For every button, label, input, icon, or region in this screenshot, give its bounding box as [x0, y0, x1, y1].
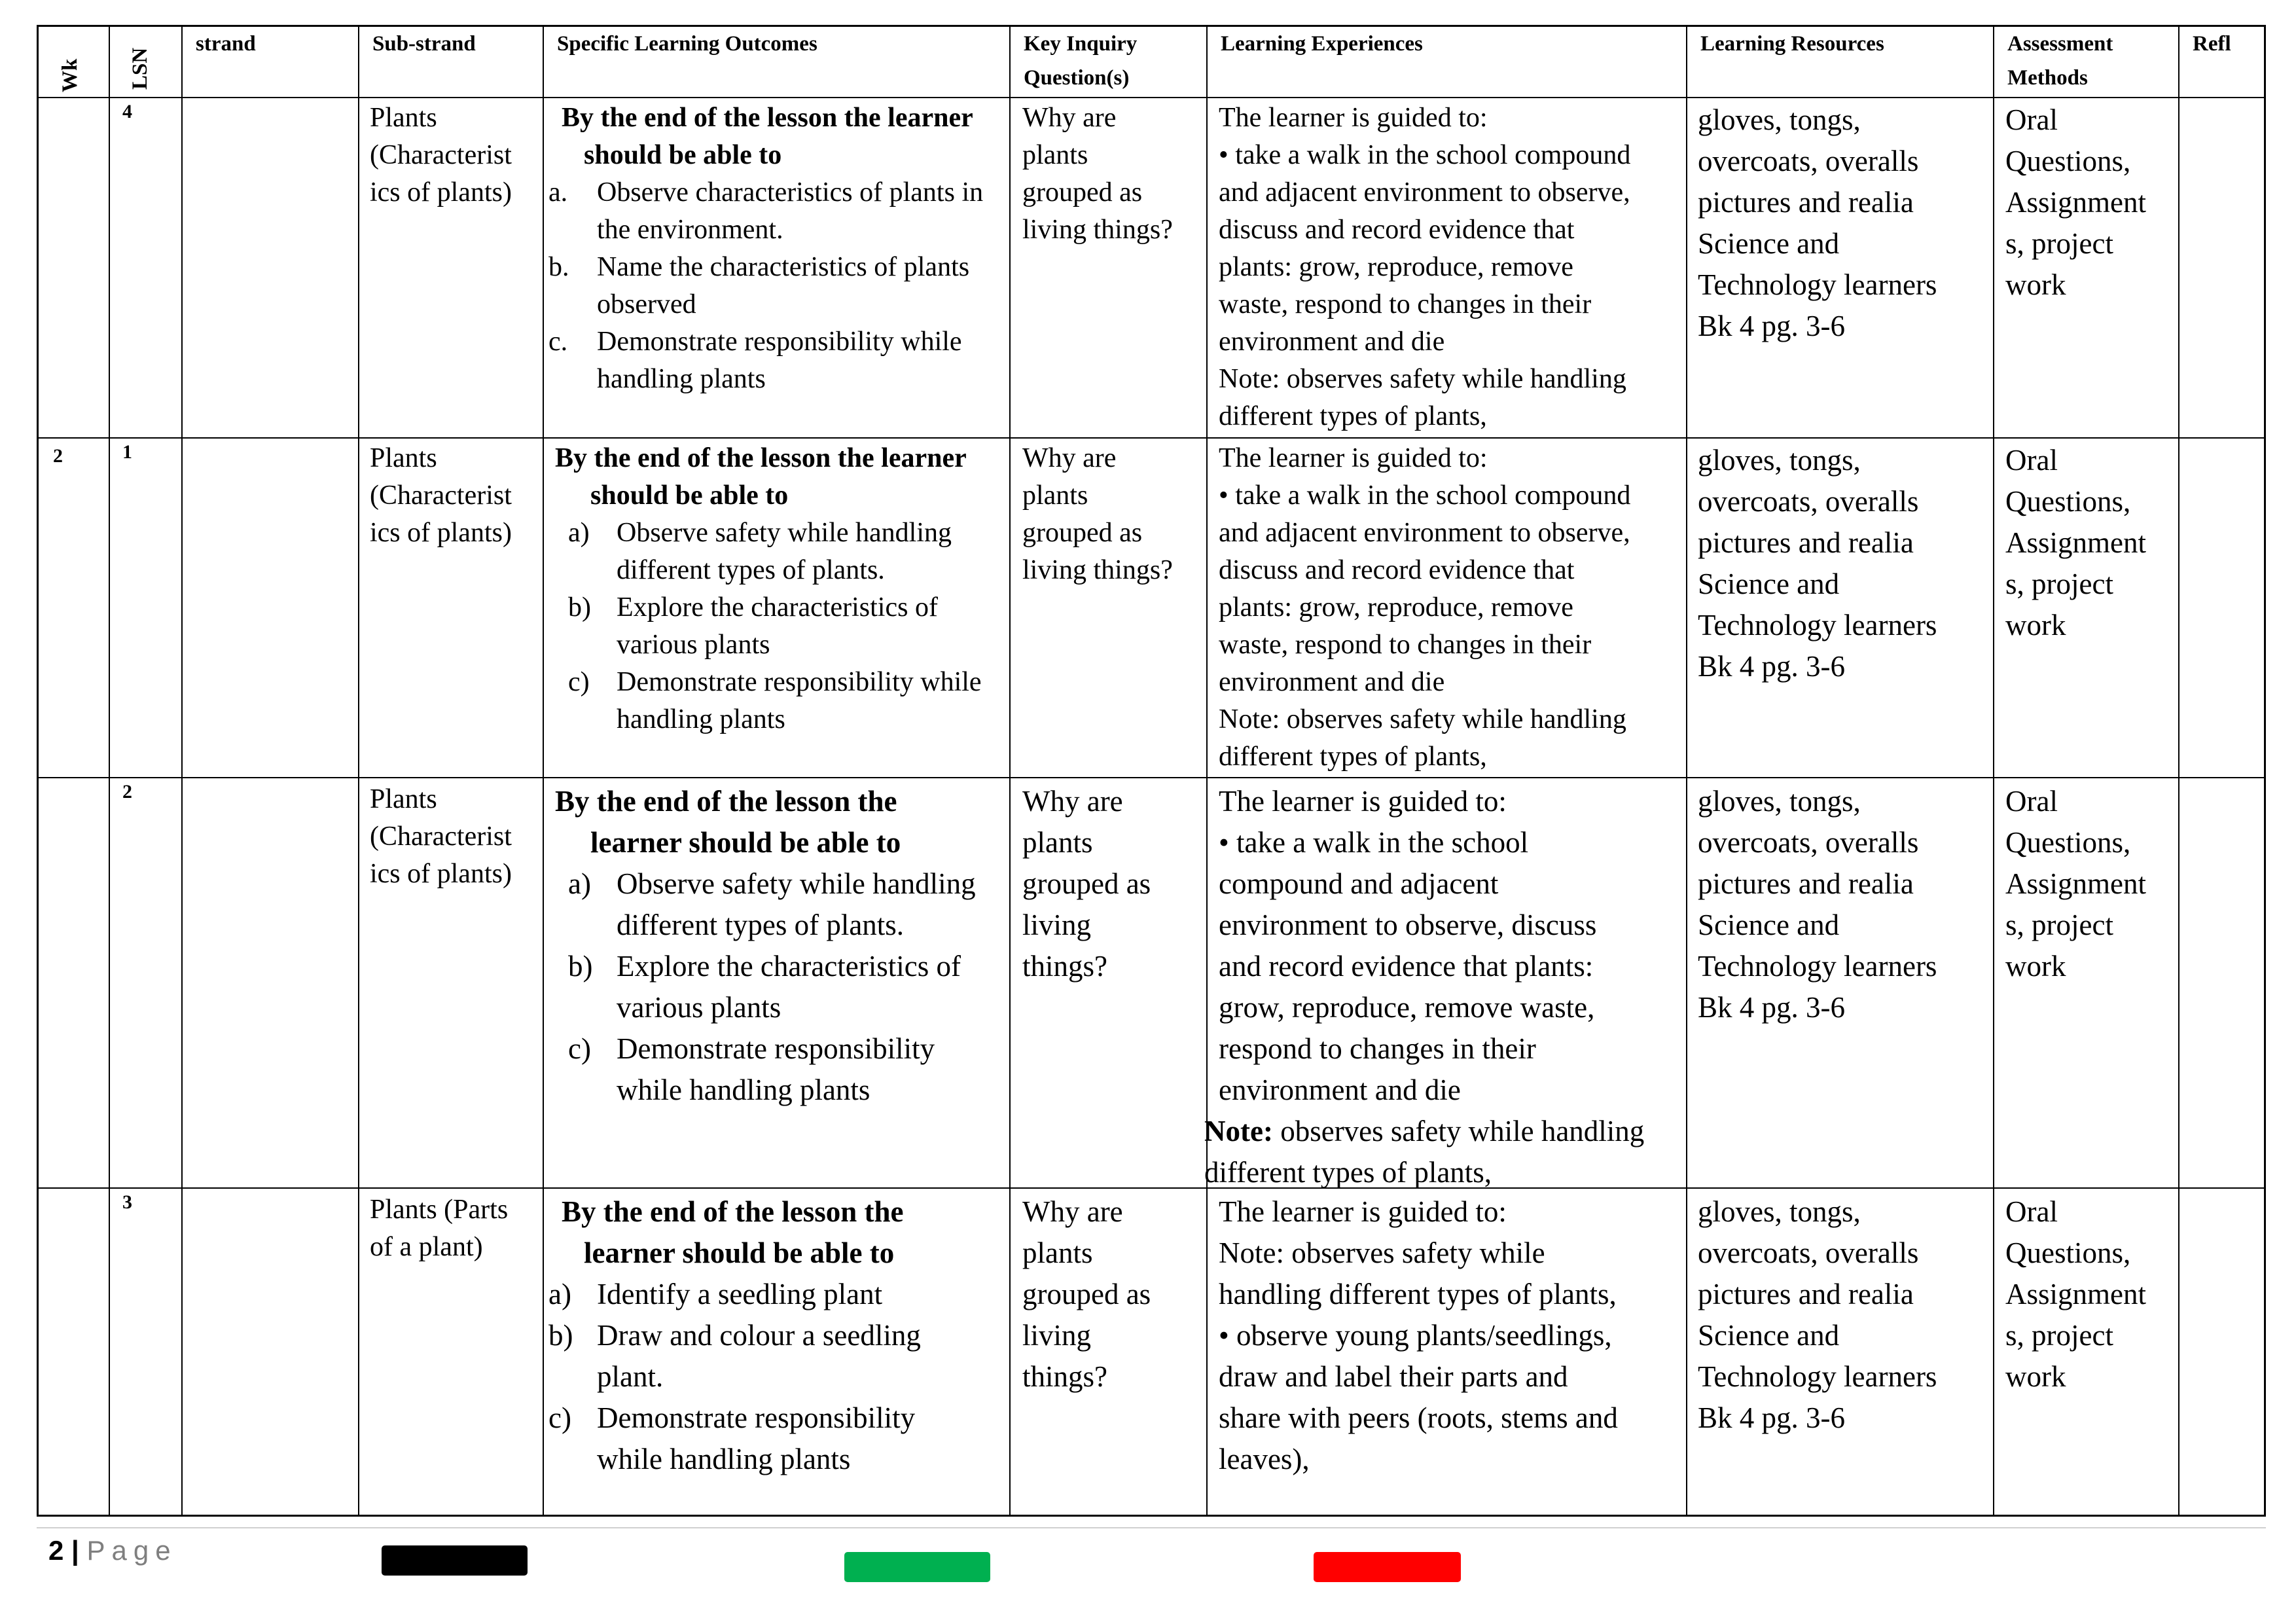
header-row	[39, 27, 2264, 97]
note-label: Note:	[1204, 1115, 1273, 1147]
resource-line: gloves, tongs,	[1698, 103, 1861, 136]
outcome-line: Demonstrate responsibility	[597, 1401, 916, 1434]
header-kiq-line2: Question(s)	[1024, 66, 1130, 90]
assessment-line: Questions,	[2005, 485, 2131, 518]
experience-line: Note: observes safety while handling	[1219, 364, 1626, 394]
inquiry-line: Why are	[1022, 785, 1123, 818]
resource-line: pictures and realia	[1698, 526, 1914, 559]
resource-line: pictures and realia	[1698, 867, 1914, 900]
substrand-line: ics of plants)	[370, 518, 512, 548]
resource-line: Technology learners	[1698, 1360, 1937, 1393]
inquiry-line: grouped as	[1022, 177, 1143, 208]
outcomes-intro-line: By the end of the lesson the	[555, 785, 897, 818]
assessment-line: work	[2005, 609, 2066, 641]
experience-line: discuss and record evidence that	[1219, 215, 1575, 245]
assessment-line: s, project	[2005, 227, 2113, 260]
resource-line: overcoats, overalls	[1698, 145, 1919, 177]
resource-line: Bk 4 pg. 3-6	[1698, 310, 1845, 342]
experience-line: Note: observes safety while handling	[1219, 704, 1626, 734]
assessment-line: work	[2005, 1360, 2066, 1393]
header-wk: Wk	[58, 58, 82, 92]
learning-outcomes-cell	[555, 781, 1013, 1111]
lesson-number: 1	[122, 441, 132, 463]
assessment-line: Assignment	[2005, 526, 2147, 559]
assessment-line: Oral	[2005, 103, 2058, 136]
assessment-methods-cell	[2005, 781, 2177, 987]
inquiry-line: living things?	[1022, 215, 1173, 245]
outcome-line: while handling plants	[617, 1074, 870, 1106]
substrand-line: ics of plants)	[370, 177, 512, 208]
inquiry-line: plants	[1022, 826, 1093, 859]
resource-line: gloves, tongs,	[1698, 444, 1861, 477]
outcome-line: while handling plants	[597, 1443, 851, 1475]
assessment-line: Oral	[2005, 785, 2058, 818]
assessment-line: Oral	[2005, 1195, 2058, 1228]
assessment-line: Assignment	[2005, 1278, 2147, 1310]
inquiry-line: grouped as	[1022, 867, 1151, 900]
substrand-line: ics of plants)	[370, 859, 512, 889]
experience-line: The learner is guided to:	[1219, 1195, 1507, 1228]
outcome-line: various plants	[617, 630, 770, 660]
experience-line: and adjacent environment to observe,	[1219, 518, 1630, 548]
table-row	[39, 1187, 2264, 1519]
outcome-marker: b.	[548, 252, 569, 282]
resource-line: Technology learners	[1698, 950, 1937, 983]
outcomes-intro-line: should be able to	[590, 480, 789, 511]
experience-line: environment and die	[1219, 1074, 1461, 1106]
outcome-line: Observe characteristics of plants in	[597, 177, 984, 208]
experience-line: • observe young plants/seedlings,	[1219, 1319, 1612, 1352]
inquiry-line: grouped as	[1022, 1278, 1151, 1310]
outcome-line: various plants	[617, 991, 781, 1024]
outcome-marker: b)	[568, 950, 593, 983]
outcome-line: different types of plants.	[617, 555, 885, 585]
outcome-item	[555, 589, 1013, 664]
outcome-marker: b)	[568, 592, 591, 623]
resource-line: Bk 4 pg. 3-6	[1698, 1401, 1845, 1434]
experience-line: discuss and record evidence that	[1219, 555, 1575, 585]
outcome-marker: c.	[548, 327, 568, 357]
outcome-line: handling plants	[617, 704, 785, 734]
inquiry-question-cell	[1022, 440, 1206, 589]
experience-line: The learner is guided to:	[1219, 785, 1507, 818]
resource-line: Bk 4 pg. 3-6	[1698, 650, 1845, 683]
green-color-bar	[844, 1552, 990, 1582]
substrand-line: of a plant)	[370, 1232, 483, 1262]
page-footer	[48, 1535, 177, 1566]
learning-resources-cell	[1698, 781, 1992, 1028]
substrand-cell	[370, 781, 547, 893]
header-refl: Refl	[2193, 32, 2231, 56]
outcome-item	[555, 514, 1013, 589]
assessment-line: Assignment	[2005, 186, 2147, 219]
header-kiq-line1: Key Inquiry	[1024, 32, 1138, 56]
outcome-line: Demonstrate responsibility while	[597, 327, 962, 357]
outcomes-intro-line: By the end of the lesson the	[562, 1195, 904, 1228]
outcome-line: Explore the characteristics of	[617, 950, 961, 983]
outcome-item	[555, 664, 1013, 738]
outcome-line: Observe safety while handling	[617, 867, 976, 900]
assessment-methods-cell	[2005, 440, 2177, 646]
substrand-line: Plants	[370, 103, 437, 133]
assessment-line: s, project	[2005, 909, 2113, 941]
experience-line: and record evidence that plants:	[1219, 950, 1594, 983]
experience-line: respond to changes in their	[1219, 1032, 1536, 1065]
experience-line: share with peers (roots, stems and	[1219, 1401, 1618, 1434]
outcomes-intro-line: should be able to	[584, 140, 782, 170]
header-lr: Learning Resources	[1700, 32, 1884, 56]
experience-line: Note: observes safety while	[1219, 1236, 1545, 1269]
resource-line: pictures and realia	[1698, 186, 1914, 219]
footer-divider	[37, 1527, 2266, 1528]
black-color-bar	[382, 1545, 528, 1576]
experience-line: plants: grow, reproduce, remove	[1219, 252, 1573, 282]
substrand-line: (Characterist	[370, 140, 512, 170]
assessment-line: s, project	[2005, 1319, 2113, 1352]
resource-line: Technology learners	[1698, 609, 1937, 641]
inquiry-line: Why are	[1022, 103, 1117, 133]
experience-line: leaves),	[1219, 1443, 1310, 1475]
learning-experiences-cell	[1204, 781, 1685, 1193]
outcome-marker: c)	[548, 1401, 571, 1434]
inquiry-line: Why are	[1022, 443, 1117, 473]
assessment-line: s, project	[2005, 568, 2113, 600]
outcome-item	[548, 249, 1007, 323]
header-substrand: Sub-strand	[372, 32, 476, 56]
outcome-line: Demonstrate responsibility	[617, 1032, 935, 1065]
outcome-item	[548, 1274, 1007, 1315]
red-color-bar	[1314, 1552, 1461, 1582]
lesson-number: 2	[122, 781, 132, 803]
inquiry-line: living things?	[1022, 555, 1173, 585]
inquiry-line: plants	[1022, 480, 1088, 511]
resource-line: Science and	[1698, 568, 1840, 600]
outcome-item	[555, 863, 1013, 946]
outcomes-intro-line: learner should be able to	[584, 1236, 895, 1269]
resource-line: Bk 4 pg. 3-6	[1698, 991, 1845, 1024]
learning-outcomes-cell	[555, 440, 1013, 738]
outcome-line: the environment.	[597, 215, 783, 245]
lesson-number: 4	[122, 101, 132, 122]
resource-line: Science and	[1698, 1319, 1840, 1352]
assessment-line: Questions,	[2005, 145, 2131, 177]
substrand-line: Plants	[370, 784, 437, 814]
substrand-line: (Characterist	[370, 480, 512, 511]
table-row	[39, 437, 2264, 777]
experience-note-line	[1204, 1111, 1685, 1152]
assessment-methods-cell	[2005, 1191, 2177, 1398]
assessment-methods-cell	[2005, 99, 2177, 306]
outcome-item	[548, 1398, 1007, 1480]
inquiry-question-cell	[1022, 99, 1206, 249]
resource-line: Science and	[1698, 909, 1840, 941]
experience-line: The learner is guided to:	[1219, 443, 1488, 473]
assessment-line: Questions,	[2005, 826, 2131, 859]
header-am	[1993, 27, 2178, 95]
experience-line: environment and die	[1219, 667, 1445, 697]
inquiry-line: things?	[1022, 950, 1107, 983]
header-slo: Specific Learning Outcomes	[557, 32, 817, 56]
experience-line: different types of plants,	[1219, 401, 1487, 431]
resource-line: gloves, tongs,	[1698, 1195, 1861, 1228]
experience-line: compound and adjacent	[1219, 867, 1499, 900]
experience-line: plants: grow, reproduce, remove	[1219, 592, 1573, 623]
outcome-marker: c)	[568, 1032, 591, 1065]
outcome-line: plant.	[597, 1360, 664, 1393]
experience-line: The learner is guided to:	[1219, 103, 1488, 133]
outcome-marker: c)	[568, 667, 590, 697]
learning-resources-cell	[1698, 440, 1992, 687]
outcome-item	[555, 1028, 1013, 1111]
outcomes-intro-line: learner should be able to	[590, 826, 901, 859]
inquiry-line: living	[1022, 909, 1092, 941]
resource-line: pictures and realia	[1698, 1278, 1914, 1310]
lesson-number: 3	[122, 1191, 132, 1213]
week-number: 2	[53, 445, 63, 467]
resource-line: Science and	[1698, 227, 1840, 260]
experience-line: handling different types of plants,	[1219, 1278, 1617, 1310]
learning-experiences-cell	[1219, 1191, 1685, 1480]
learning-resources-cell	[1698, 1191, 1992, 1439]
resource-line: overcoats, overalls	[1698, 826, 1919, 859]
outcome-item	[548, 323, 1007, 398]
outcome-marker: a.	[548, 177, 568, 208]
substrand-cell	[370, 440, 547, 552]
substrand-line: (Characterist	[370, 821, 512, 852]
inquiry-line: things?	[1022, 1360, 1107, 1393]
outcome-line: Observe safety while handling	[617, 518, 952, 548]
experience-line: different types of plants,	[1204, 1156, 1492, 1189]
inquiry-line: grouped as	[1022, 518, 1143, 548]
outcomes-intro-line: By the end of the lesson the learner	[562, 103, 973, 133]
header-kiq	[1009, 27, 1206, 95]
resource-line: gloves, tongs,	[1698, 785, 1861, 818]
outcome-line: Name the characteristics of plants	[597, 252, 970, 282]
inquiry-question-cell	[1022, 781, 1206, 987]
page-number: 2	[48, 1535, 64, 1566]
header-le: Learning Experiences	[1221, 32, 1423, 56]
substrand-line: Plants (Parts	[370, 1195, 509, 1225]
experience-line: draw and label their parts and	[1219, 1360, 1568, 1393]
inquiry-line: living	[1022, 1319, 1092, 1352]
header-am-line1: Assessment	[2007, 32, 2113, 56]
substrand-cell	[370, 1191, 547, 1266]
outcome-line: Explore the characteristics of	[617, 592, 938, 623]
experience-line: different types of plants,	[1219, 742, 1487, 772]
inquiry-line: plants	[1022, 140, 1088, 170]
outcome-line: handling plants	[597, 364, 766, 394]
learning-outcomes-cell	[548, 1191, 1007, 1480]
assessment-line: Assignment	[2005, 867, 2147, 900]
resource-line: overcoats, overalls	[1698, 1236, 1919, 1269]
learning-experiences-cell	[1219, 440, 1685, 776]
substrand-cell	[370, 99, 547, 211]
learning-experiences-cell	[1219, 99, 1685, 435]
outcome-item	[548, 174, 1007, 249]
outcome-line: Demonstrate responsibility while	[617, 667, 982, 697]
table-row	[39, 777, 2264, 1187]
header-am-line2: Methods	[2007, 66, 2088, 90]
outcome-marker: a)	[568, 518, 590, 548]
learning-resources-cell	[1698, 99, 1992, 347]
outcomes-intro-line: By the end of the lesson the learner	[555, 443, 967, 473]
resource-line: overcoats, overalls	[1698, 485, 1919, 518]
header-lsn: LSN	[128, 47, 152, 90]
experience-line: grow, reproduce, remove waste,	[1219, 991, 1595, 1024]
outcome-line: Draw and colour a seedling	[597, 1319, 921, 1352]
outcome-line: observed	[597, 289, 696, 319]
experience-line: • take a walk in the school compound	[1219, 480, 1631, 511]
experience-line: waste, respond to changes in their	[1219, 630, 1592, 660]
experience-line: environment and die	[1219, 327, 1445, 357]
resource-line: Technology learners	[1698, 268, 1937, 301]
outcome-marker: a)	[548, 1278, 571, 1310]
outcome-line: different types of plants.	[617, 909, 905, 941]
substrand-line: Plants	[370, 443, 437, 473]
inquiry-line: Why are	[1022, 1195, 1123, 1228]
outcome-marker: b)	[548, 1319, 573, 1352]
scheme-of-work-table	[37, 25, 2266, 1517]
table-row	[39, 97, 2264, 437]
header-strand: strand	[196, 32, 256, 56]
note-text: observes safety while handling	[1272, 1115, 1645, 1147]
experience-line: • take a walk in the school compound	[1219, 140, 1631, 170]
experience-line: and adjacent environment to observe,	[1219, 177, 1630, 208]
assessment-line: work	[2005, 950, 2066, 983]
footer-separator: |	[71, 1535, 79, 1566]
outcome-marker: a)	[568, 867, 591, 900]
outcome-item	[555, 946, 1013, 1028]
assessment-line: Questions,	[2005, 1236, 2131, 1269]
outcome-item	[548, 1315, 1007, 1398]
experience-line: • take a walk in the school	[1219, 826, 1529, 859]
outcome-line: Identify a seedling plant	[597, 1278, 883, 1310]
experience-line: environment to observe, discuss	[1219, 909, 1597, 941]
assessment-line: Oral	[2005, 444, 2058, 477]
inquiry-question-cell	[1022, 1191, 1206, 1398]
page-label: Page	[86, 1535, 177, 1566]
experience-line: waste, respond to changes in their	[1219, 289, 1592, 319]
assessment-line: work	[2005, 268, 2066, 301]
inquiry-line: plants	[1022, 1236, 1093, 1269]
learning-outcomes-cell	[548, 99, 1007, 398]
